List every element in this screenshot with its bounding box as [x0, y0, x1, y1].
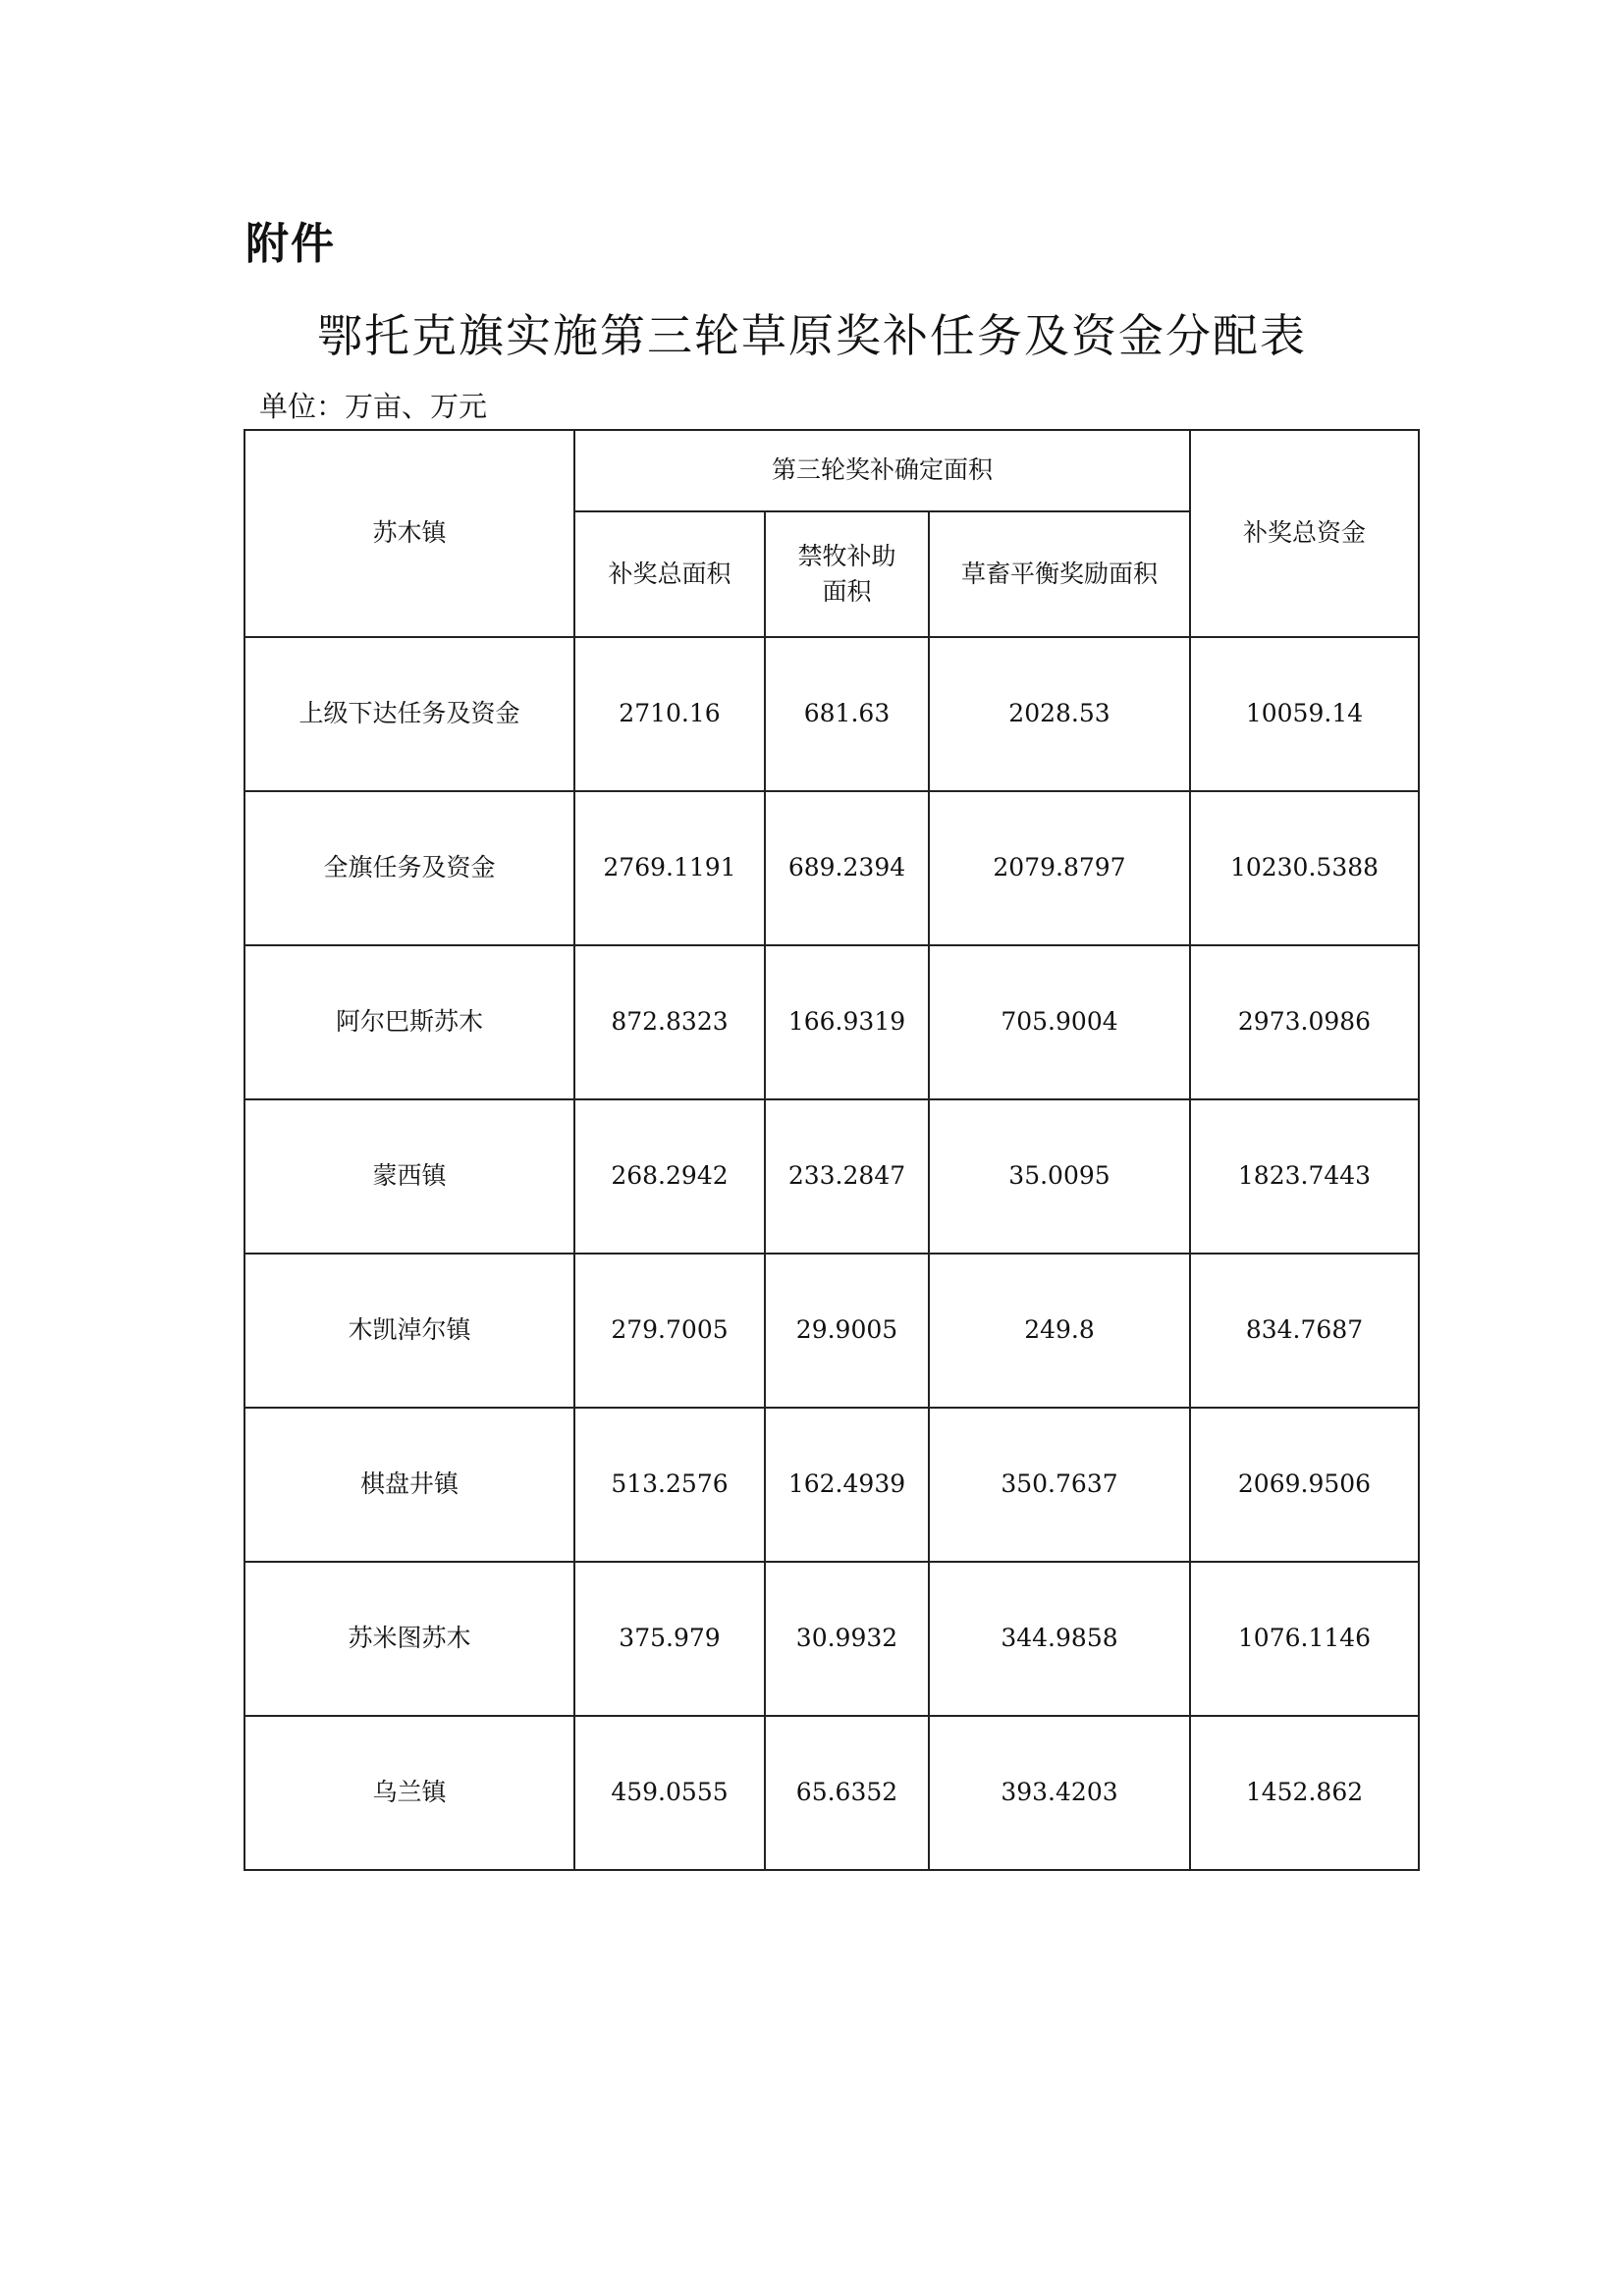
cell-total-area: 872.8323 — [574, 945, 765, 1099]
header-township: 苏木镇 — [244, 430, 574, 637]
cell-township: 蒙西镇 — [244, 1099, 574, 1254]
header-total-funds: 补奖总资金 — [1190, 430, 1419, 637]
cell-grazing-ban: 166.9319 — [765, 945, 929, 1099]
cell-balance: 2028.53 — [929, 637, 1190, 791]
cell-balance: 249.8 — [929, 1254, 1190, 1408]
cell-balance: 344.9858 — [929, 1562, 1190, 1716]
table-row — [244, 945, 1419, 1099]
cell-township: 上级下达任务及资金 — [244, 637, 574, 791]
cell-funds: 2973.0986 — [1190, 945, 1419, 1099]
cell-total-area: 513.2576 — [574, 1408, 765, 1562]
cell-total-area: 279.7005 — [574, 1254, 765, 1408]
cell-funds: 834.7687 — [1190, 1254, 1419, 1408]
cell-total-area: 459.0555 — [574, 1716, 765, 1870]
table-row — [244, 1408, 1419, 1562]
header-area-group: 第三轮奖补确定面积 — [574, 430, 1190, 511]
header-total-area: 补奖总面积 — [574, 511, 765, 637]
unit-note: 单位：万亩、万元 — [259, 390, 488, 423]
table-row — [244, 1562, 1419, 1716]
cell-grazing-ban: 689.2394 — [765, 791, 929, 945]
cell-total-area: 268.2942 — [574, 1099, 765, 1254]
document-title: 鄂托克旗实施第三轮草原奖补任务及资金分配表 — [317, 309, 1307, 362]
cell-funds: 1076.1146 — [1190, 1562, 1419, 1716]
cell-township: 乌兰镇 — [244, 1716, 574, 1870]
cell-balance: 35.0095 — [929, 1099, 1190, 1254]
table-row — [244, 1716, 1419, 1870]
cell-grazing-ban: 65.6352 — [765, 1716, 929, 1870]
allocation-table-body — [244, 430, 1419, 1870]
cell-funds: 1823.7443 — [1190, 1099, 1419, 1254]
cell-balance: 350.7637 — [929, 1408, 1190, 1562]
cell-balance: 705.9004 — [929, 945, 1190, 1099]
header-row-1 — [244, 430, 1419, 511]
header-grazing-ban-area: 禁牧补助面积 — [765, 511, 929, 637]
cell-grazing-ban: 681.63 — [765, 637, 929, 791]
table-row — [244, 791, 1419, 945]
cell-funds: 10059.14 — [1190, 637, 1419, 791]
cell-total-area: 2769.1191 — [574, 791, 765, 945]
cell-township: 木凯淖尔镇 — [244, 1254, 574, 1408]
cell-grazing-ban: 30.9932 — [765, 1562, 929, 1716]
attachment-label: 附件 — [245, 219, 336, 269]
cell-balance: 393.4203 — [929, 1716, 1190, 1870]
table-row — [244, 1254, 1419, 1408]
cell-total-area: 375.979 — [574, 1562, 765, 1716]
table-row — [244, 637, 1419, 791]
cell-township: 全旗任务及资金 — [244, 791, 574, 945]
cell-balance: 2079.8797 — [929, 791, 1190, 945]
allocation-table — [244, 429, 1420, 1871]
header-balance-area: 草畜平衡奖励面积 — [929, 511, 1190, 637]
cell-funds: 2069.9506 — [1190, 1408, 1419, 1562]
cell-township: 苏米图苏木 — [244, 1562, 574, 1716]
cell-funds: 1452.862 — [1190, 1716, 1419, 1870]
cell-grazing-ban: 233.2847 — [765, 1099, 929, 1254]
cell-grazing-ban: 29.9005 — [765, 1254, 929, 1408]
table-row — [244, 1099, 1419, 1254]
cell-township: 棋盘井镇 — [244, 1408, 574, 1562]
cell-total-area: 2710.16 — [574, 637, 765, 791]
cell-township: 阿尔巴斯苏木 — [244, 945, 574, 1099]
cell-grazing-ban: 162.4939 — [765, 1408, 929, 1562]
cell-funds: 10230.5388 — [1190, 791, 1419, 945]
